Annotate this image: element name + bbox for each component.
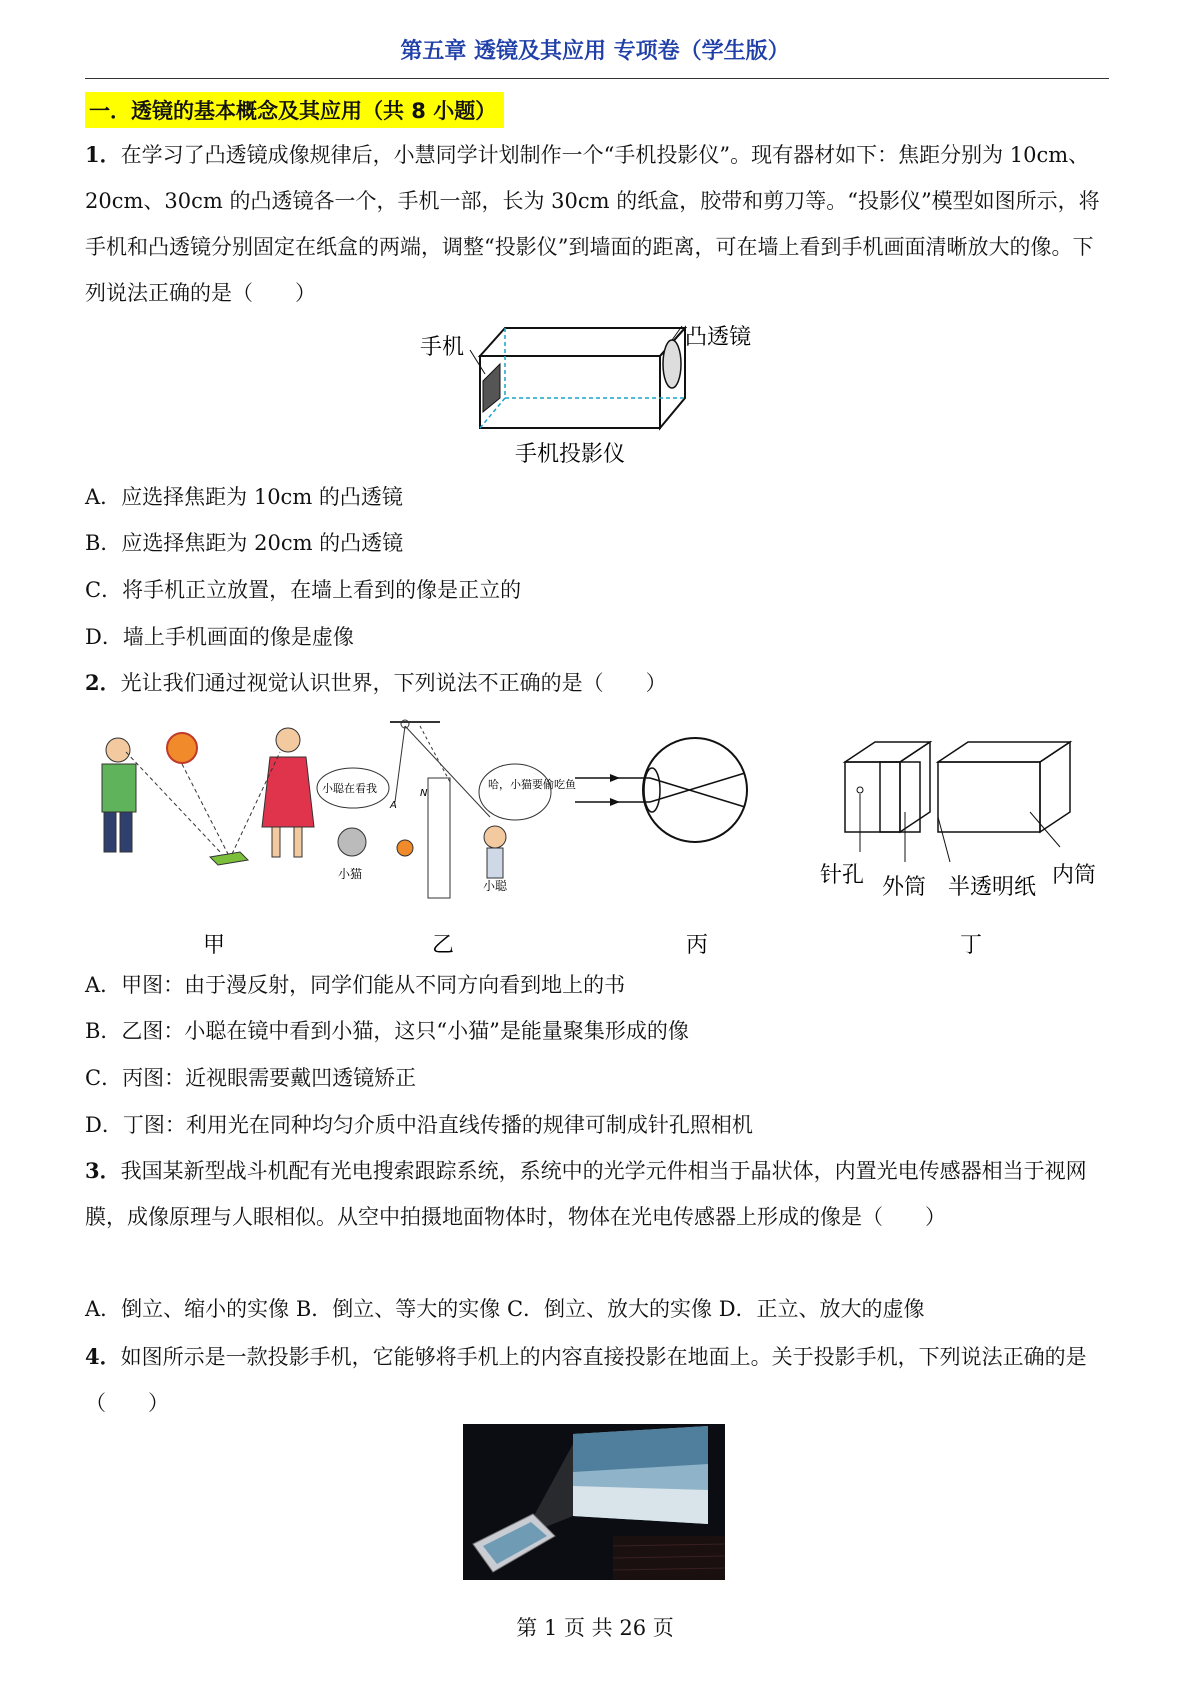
boy-icon [484, 826, 506, 848]
header-rule [85, 78, 1109, 79]
question-4 [85, 1334, 1109, 1426]
figure-ding [820, 742, 1096, 958]
book-icon [210, 852, 248, 865]
projector-figure [400, 316, 800, 476]
eye-ball [643, 738, 747, 842]
q2-option-b: B．乙图：小聪在镜中看到小猫，这只“小猫”是能量聚集形成的像 [85, 1019, 689, 1043]
question-3 [85, 1148, 1109, 1240]
bubble-boy [479, 764, 551, 820]
figure-jia [102, 728, 314, 958]
question-2 [85, 660, 1109, 706]
cat-icon [338, 828, 366, 856]
q1-option-d: D．墙上手机画面的像是虚像 [85, 625, 354, 649]
figure-caption: 手机投影仪 [515, 442, 626, 467]
svg-text:A: A [390, 800, 397, 811]
q1-option-b: B．应选择焦距为 20cm 的凸透镜 [85, 531, 404, 555]
label-lens: 凸透镜 [685, 325, 752, 350]
svg-text:哈，小猫要偷吃鱼: 哈，小猫要偷吃鱼 [488, 778, 576, 791]
question-number: 3． [85, 1158, 121, 1183]
q2-option-c: C．丙图：近视眼需要戴凹透镜矫正 [85, 1066, 417, 1090]
q2-option-d: D．丁图：利用光在同种均匀介质中沿直线传播的规律可制成针孔照相机 [85, 1113, 753, 1137]
question-stem: 在学习了凸透镜成像规律后，小慧同学计划制作一个“手机投影仪”。现有器材如下：焦距分别为 10cm、20cm、30cm 的凸透镜各一个，手机一部，长为 30cm 的纸盒，胶带和剪刀等。“投影仪”模型如图所示，将手机和凸透镜分别固定在纸盒的两端，调整“投影仪”到墙面的距离，可在墙上看到手机画面清晰放大的像。下列说法正确的是（ ） [85, 143, 1100, 305]
question-stem: 我国某新型战斗机配有光电搜索跟踪系统，系统中的光学元件相当于晶状体，内置光电传感器相当于视网膜，成像原理与人眼相似。从空中拍摄地面物体时，物体在光电传感器上形成的像是（ ） [85, 1159, 1087, 1229]
q1-option-a: A．应选择焦距为 10cm 的凸透镜 [85, 485, 403, 509]
question-number: 1． [85, 142, 121, 167]
svg-text:N: N [420, 788, 428, 799]
svg-text:内筒: 内筒 [1052, 863, 1097, 888]
q1-option-c: C．将手机正立放置，在墙上看到的像是正立的 [85, 578, 522, 602]
page-footer: 第 1 页 共 26 页 [516, 1616, 674, 1640]
label-ding: 丁 [960, 933, 983, 958]
eye-lens [644, 768, 660, 812]
svg-text:小聪在看我: 小聪在看我 [322, 782, 377, 795]
section-heading: 一．透镜的基本概念及其应用（共 8 小题） [85, 92, 504, 128]
label-bing: 丙 [686, 933, 709, 958]
question-number: 2． [85, 670, 121, 695]
sun-icon [167, 733, 197, 763]
phone-shape [483, 364, 500, 412]
page-title: 第五章 透镜及其应用 专项卷（学生版） [400, 39, 790, 64]
q3-options: A．倒立、缩小的实像 B．倒立、等大的实像 C．倒立、放大的实像 D．正立、放大的虚像 [85, 1297, 925, 1321]
svg-text:外筒: 外筒 [882, 875, 927, 900]
figure-yi [317, 720, 576, 958]
question-stem: 如图所示是一款投影手机，它能够将手机上的内容直接投影在地面上。关于投影手机，下列说法正确的是（ ） [85, 1345, 1087, 1415]
fish-icon [397, 840, 413, 856]
q2-option-a: A．甲图：由于漫反射，同学们能从不同方向看到地上的书 [85, 973, 626, 997]
svg-text:针孔: 针孔 [820, 863, 865, 888]
question-1 [85, 132, 1109, 316]
question-stem: 光让我们通过视觉认识世界，下列说法不正确的是（ ） [120, 671, 667, 695]
projector-phone-photo [463, 1424, 725, 1580]
svg-text:小猫: 小猫 [338, 867, 363, 881]
lens-shape [663, 340, 681, 388]
svg-text:小聪: 小聪 [483, 879, 508, 893]
mirror-shape [428, 778, 450, 898]
optics-figures [90, 712, 1120, 962]
pinhole-mark [857, 787, 863, 793]
label-yi: 乙 [432, 933, 455, 958]
box-front [480, 356, 660, 428]
svg-text:半透明纸: 半透明纸 [948, 875, 1037, 900]
figure-bing [575, 738, 747, 958]
label-jia: 甲 [203, 933, 226, 958]
question-number: 4． [85, 1344, 121, 1369]
box-top [480, 328, 685, 356]
label-phone: 手机 [420, 335, 465, 360]
